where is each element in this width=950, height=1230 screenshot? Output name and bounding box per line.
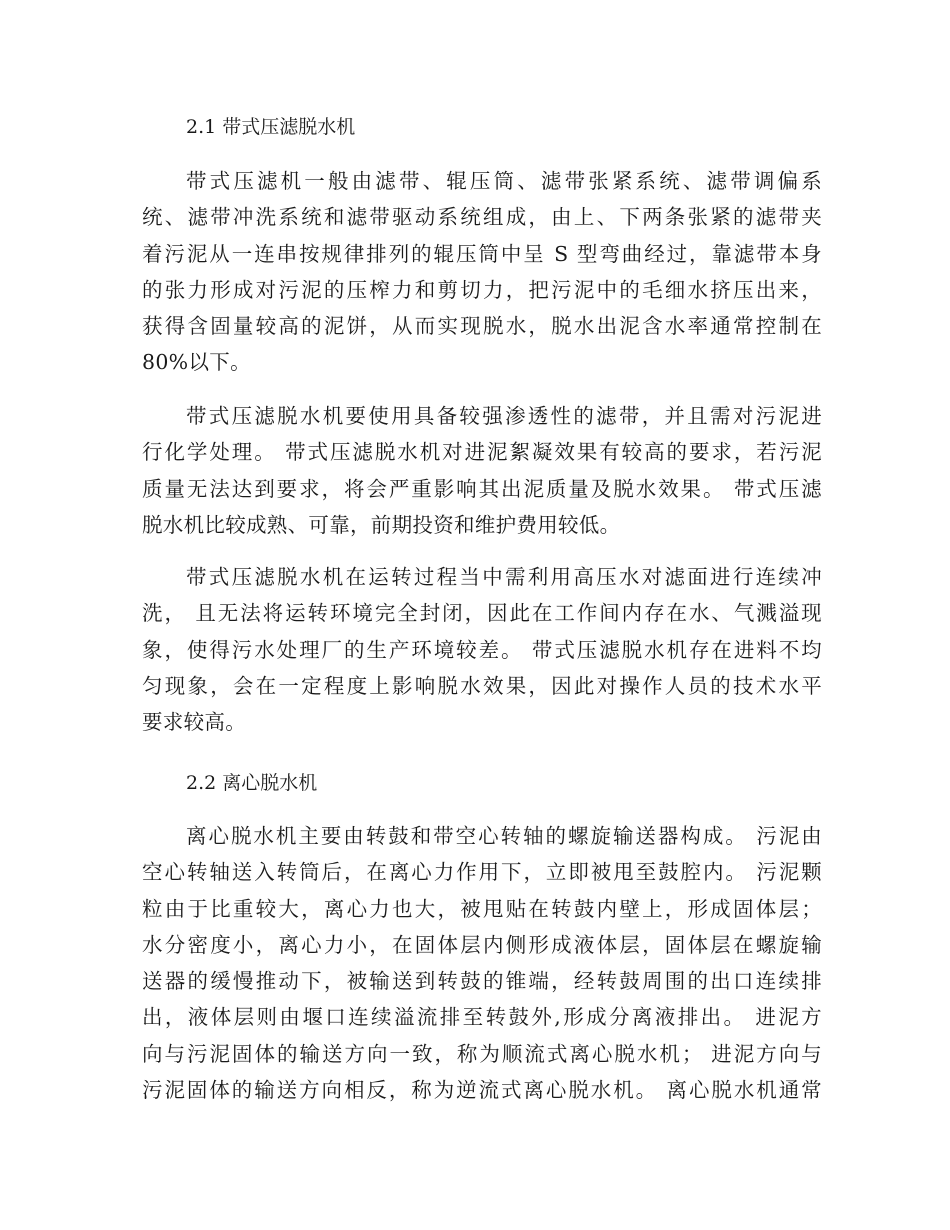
text-line: 质量无法达到要求，将会严重影响其出泥质量及脱水效果。 带式压滤 bbox=[142, 476, 822, 501]
paragraph-centrifuge-description bbox=[142, 818, 822, 1108]
section-heading-2-1: 2.1 带式压滤脱水机 bbox=[186, 116, 356, 138]
text-line: 着污泥从一连串按规律排列的辊压筒中呈 S 型弯曲经过，靠滤带本身 bbox=[142, 241, 822, 266]
text-line: 洗， 且无法将运转环境完全封闭，因此在工作间内存在水、气溅溢现 bbox=[142, 601, 822, 626]
text-line: 80%以下。 bbox=[142, 350, 251, 375]
paragraph-belt-press-structure bbox=[142, 163, 822, 381]
paragraph-belt-press-requirements bbox=[142, 398, 822, 543]
text-line: 的张力形成对污泥的压榨力和剪切力，把污泥中的毛细水挤压出来， bbox=[142, 277, 822, 302]
section-heading-2-2: 2.2 离心脱水机 bbox=[186, 772, 318, 794]
text-line: 要求较高。 bbox=[142, 710, 246, 735]
text-line: 获得含固量较高的泥饼，从而实现脱水，脱水出泥含水率通常控制在 bbox=[142, 314, 822, 339]
paragraph-belt-press-drawbacks bbox=[142, 559, 822, 740]
text-line: 象，使得污水处理厂的生产环境较差。 带式压滤脱水机存在进料不均 bbox=[142, 637, 822, 662]
text-line: 带式压滤脱水机要使用具备较强渗透性的滤带，并且需对污泥进 bbox=[186, 404, 822, 428]
text-line: 带式压滤脱水机在运转过程当中需利用高压水对滤面进行连续冲 bbox=[186, 565, 822, 589]
text-line: 水分密度小，离心力小，在固体层内侧形成液体层，固体层在螺旋输 bbox=[142, 932, 822, 957]
text-line: 空心转轴送入转筒后，在离心力作用下，立即被甩至鼓腔内。 污泥颗 bbox=[142, 860, 822, 885]
text-line: 行化学处理。 带式压滤脱水机对进泥絮凝效果有较高的要求，若污泥 bbox=[142, 440, 822, 465]
text-line: 污泥固体的输送方向相反，称为逆流式离心脱水机。 离心脱水机通常 bbox=[142, 1078, 822, 1103]
text-line: 脱水机比较成熟、可靠，前期投资和维护费用较低。 bbox=[142, 512, 621, 537]
text-line: 向与污泥固体的输送方向一致，称为顺流式离心脱水机； 进泥方向与 bbox=[142, 1041, 822, 1066]
text-line: 匀现象，会在一定程度上影响脱水效果，因此对操作人员的技术水平 bbox=[142, 673, 822, 698]
text-line: 带式压滤机一般由滤带、辊压筒、滤带张紧系统、滤带调偏系 bbox=[186, 169, 822, 193]
text-line: 出，液体层则由堰口连续溢流排至转鼓外,形成分离液排出。 进泥方 bbox=[142, 1005, 822, 1030]
text-line: 送器的缓慢推动下，被输送到转鼓的锥端，经转鼓周围的出口连续排 bbox=[142, 969, 822, 994]
text-line: 统、滤带冲洗系统和滤带驱动系统组成，由上、下两条张紧的滤带夹 bbox=[142, 205, 822, 230]
text-line: 粒由于比重较大，离心力也大，被甩贴在转鼓内壁上，形成固体层； bbox=[142, 896, 822, 921]
text-line: 离心脱水机主要由转鼓和带空心转轴的螺旋输送器构成。 污泥由 bbox=[186, 824, 822, 848]
